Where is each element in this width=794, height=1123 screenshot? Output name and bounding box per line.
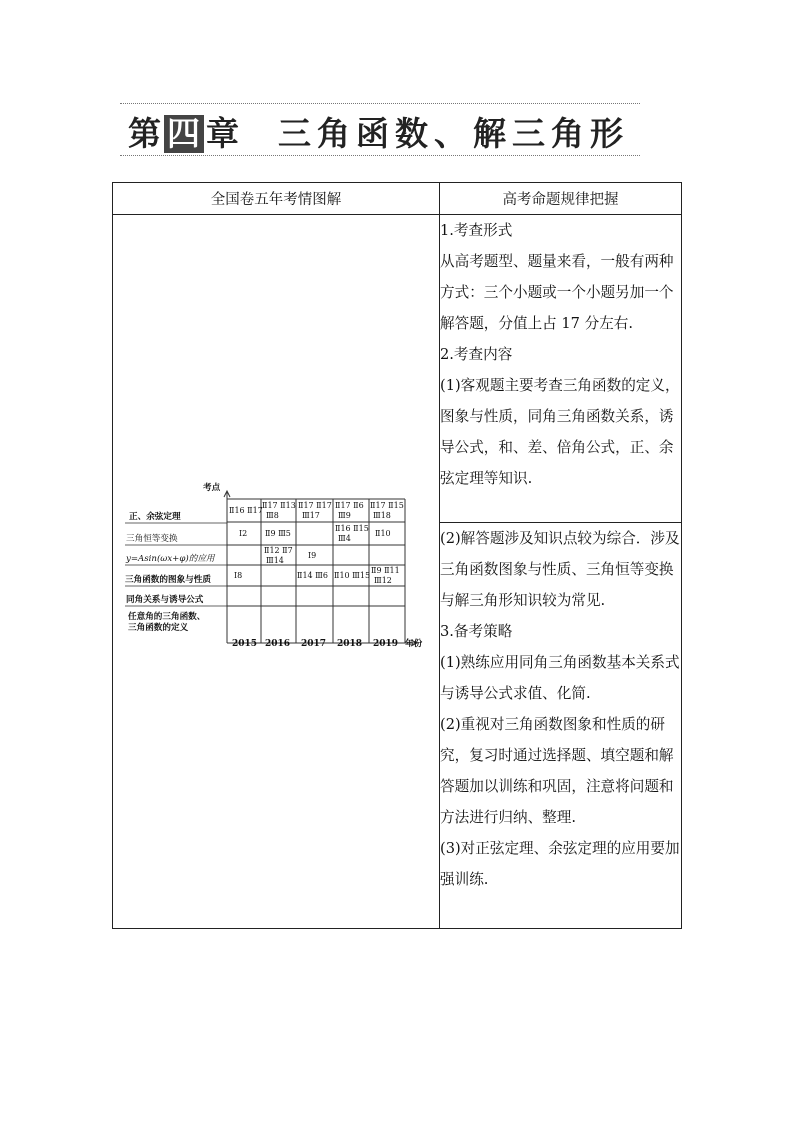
section-title: 2.考查内容 [440, 346, 513, 363]
chart-x-title: 年份 [405, 639, 423, 649]
row-label: y=Asin(ωx+φ)的应用 [126, 554, 215, 564]
row-label: 三角函数的图象与性质 [125, 575, 211, 585]
chart-cell-entry: Ⅲ12 [374, 576, 392, 585]
chart-cell-entry: Ⅲ9 [338, 511, 351, 520]
chapter-prefix: 第 [128, 114, 162, 153]
row-label: 三角函数的定义 [128, 623, 189, 633]
bottom-dotted-rule [120, 155, 640, 156]
chart-cell-entry: Ⅲ14 [266, 556, 284, 565]
chart-cell-entry: Ⅰ9 [308, 551, 317, 560]
chart-cell-entry: Ⅱ16 Ⅱ15 [335, 524, 369, 533]
chart-cell-entry: Ⅱ12 Ⅱ7 [264, 546, 293, 555]
right-top-cell [440, 215, 682, 523]
row-label: 三角恒等变换 [126, 534, 178, 544]
chapter-title: 三角函数、解三角形 [278, 114, 629, 153]
chapter-number: 四 [164, 115, 204, 153]
row-label: 正、余弦定理 [129, 512, 181, 522]
section-title: 3.备考策略 [440, 623, 513, 640]
chart-cell-entry: Ⅲ4 [338, 534, 351, 543]
year-label: 2018 [337, 639, 363, 649]
section-body: 从高考题型、题量来看，一般有两种方式：三个小题或一个小题另加一个解答题，分值上占 17 分左右. [440, 253, 674, 332]
year-label: 2019 [373, 639, 399, 649]
section-body: (2)解答题涉及知识点较为综合．涉及三角函数图象与性质、三角恒等变换与解三角形知识较为常见. [440, 530, 680, 609]
chart-cell-entry: Ⅱ10 [375, 529, 391, 538]
chart-cell-entry: Ⅲ17 [302, 511, 320, 520]
chart-cell-entry: Ⅱ17 Ⅱ15 [370, 501, 404, 510]
chart-cell-entry: Ⅱ9 Ⅱ11 [371, 566, 400, 575]
row-label: 同角关系与诱导公式 [126, 595, 204, 605]
chart-cell-entry: Ⅱ17 Ⅱ17 [298, 501, 332, 510]
section-body: (1)熟练应用同角三角函数基本关系式与诱导公式求值、化简. [440, 654, 680, 702]
year-label: 2015 [232, 639, 258, 649]
chart-cell-entry: Ⅰ8 [234, 571, 243, 580]
chart-cell-entry: Ⅱ17 Ⅱ6 [335, 501, 364, 510]
chart-cell-entry: Ⅱ17 Ⅱ13 [262, 501, 296, 510]
section-body: (2)重视对三角函数图象和性质的研究，复习时通过选择题、填空题和解答题加以训练和巩固，注意将问题和方法进行归纳、整理. [440, 716, 674, 826]
section-title: 1.考查形式 [440, 222, 513, 239]
chart-cell-entry: Ⅱ10 Ⅲ15 [334, 571, 371, 580]
chart-cell-entry: Ⅰ2 [239, 529, 248, 538]
exam-analysis-table [112, 182, 682, 929]
right-bottom-cell [440, 523, 682, 929]
section-body: (3)对正弦定理、余弦定理的应用要加强训练. [440, 840, 680, 888]
chapter-suffix: 章 [206, 114, 240, 153]
chart-y-title: 考点 [203, 483, 221, 493]
section-body: (1)客观题主要考查三角函数的定义，图象与性质，同角三角函数关系，诱导公式，和、差、倍角公式，正、余弦定理等知识. [440, 377, 680, 487]
chart-cell-entry: Ⅱ14 Ⅲ6 [297, 571, 328, 580]
right-column-header: 高考命题规律把握 [440, 183, 682, 215]
chart-cell-entry: Ⅱ16 Ⅱ17 [229, 506, 263, 515]
year-label: 2017 [301, 639, 327, 649]
chart-cell-entry: Ⅱ9 Ⅲ5 [265, 529, 291, 538]
row-label: 任意角的三角函数、 [128, 612, 206, 622]
chart-cell-entry: Ⅲ8 [266, 511, 279, 520]
chapter-heading [128, 112, 629, 156]
chart-cell-entry: Ⅲ18 [373, 511, 391, 520]
left-column-header: 全国卷五年考情图解 [113, 183, 440, 215]
chart-cell [113, 215, 440, 929]
year-label: 2016 [265, 639, 291, 649]
top-dotted-rule [120, 103, 640, 104]
